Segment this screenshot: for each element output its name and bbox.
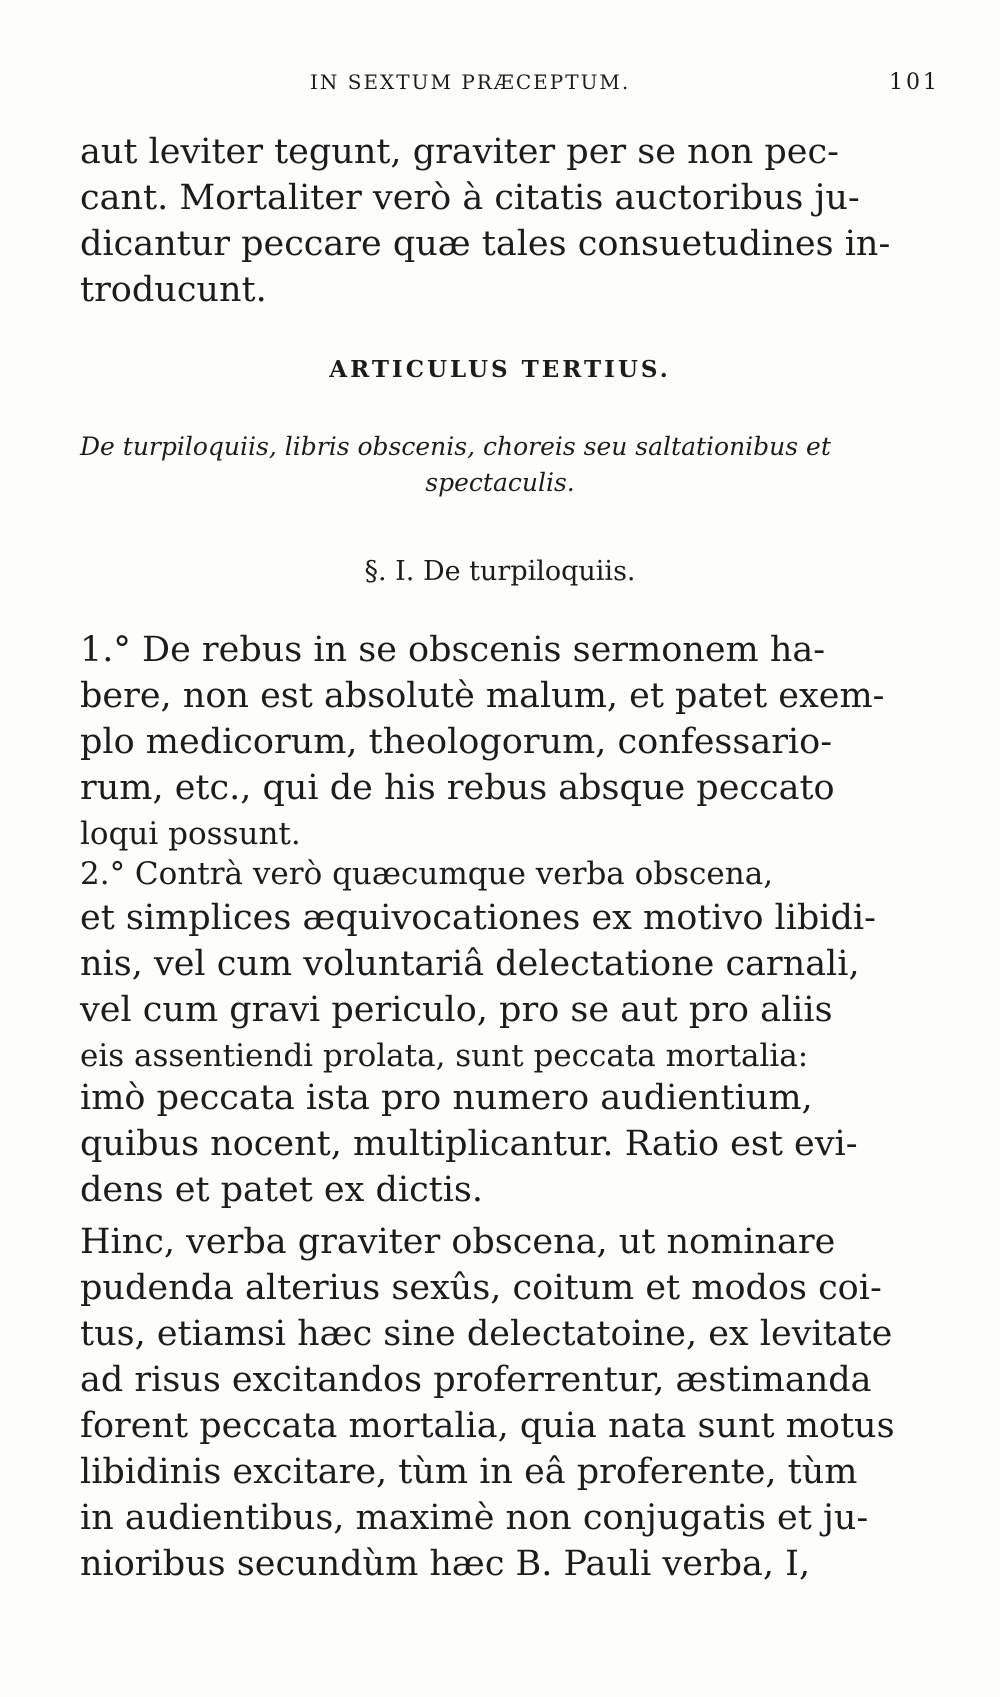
paragraph-line: vel cum gravi periculo, pro se aut pro aliis <box>80 990 833 1030</box>
paragraph-line: bere, non est absolutè malum, et patet exem- <box>80 676 885 716</box>
running-head <box>80 62 940 102</box>
paragraph-line: 1.° De rebus in se obscenis sermonem ha- <box>80 630 826 670</box>
article-subtitle: spectaculis. <box>425 468 575 497</box>
intro-line: aut leviter tegunt, graviter per se non pec- <box>80 132 839 172</box>
article-title: ARTICULUS TERTIUS. <box>329 356 671 383</box>
paragraph-line: imò peccata ista pro numero audientium, <box>80 1078 813 1118</box>
paragraph-line: et simplices æquivocationes ex motivo libidi- <box>80 898 876 938</box>
paragraph-line: Hinc, verba graviter obscena, ut nominare <box>80 1222 836 1262</box>
paragraph-line: dens et patet ex dictis. <box>80 1170 484 1210</box>
paragraph-line: plo medicorum, theologorum, confessario- <box>80 722 833 762</box>
paragraph-line: tus, etiamsi hæc sine delectatoine, ex levitate <box>80 1314 893 1354</box>
paragraph-line: libidinis excitare, tùm in eâ proferente, tùm <box>80 1452 858 1492</box>
paragraph-line: rum, etc., qui de his rebus absque peccato <box>80 768 835 808</box>
paragraph-line: eis assentiendi prolata, sunt peccata mortalia: <box>80 1038 809 1074</box>
running-title: IN SEXTUM PRÆCEPTUM. <box>310 70 631 94</box>
intro-line: troducunt. <box>80 270 267 310</box>
paragraph-line: nis, vel cum voluntariâ delectatione carnali, <box>80 944 860 984</box>
paragraph-line: loqui possunt. <box>80 816 301 852</box>
paragraph-line: forent peccata mortalia, quia nata sunt motus <box>80 1406 895 1446</box>
paragraph-line: ad risus excitandos proferrentur, æstimanda <box>80 1360 872 1400</box>
paragraph-line: in audientibus, maximè non conjugatis et ju- <box>80 1498 869 1538</box>
paragraph-line: pudenda alterius sexûs, coitum et modos coi- <box>80 1268 882 1308</box>
paragraph-line: 2.° Contrà verò quæcumque verba obscena, <box>80 856 774 892</box>
article-subtitle: De turpiloquiis, libris obscenis, choreis seu saltationibus et <box>80 432 831 461</box>
paragraph-line: quibus nocent, multiplicantur. Ratio est evi- <box>80 1124 858 1164</box>
intro-line: cant. Mortaliter verò à citatis auctoribus ju- <box>80 178 860 218</box>
intro-line: dicantur peccare quæ tales consuetudines in- <box>80 224 891 264</box>
page-number: 101 <box>889 70 940 95</box>
section-title: §. I. De turpiloquiis. <box>364 556 636 587</box>
paragraph-line: nioribus secundùm hæc B. Pauli verba, I, <box>80 1544 811 1584</box>
